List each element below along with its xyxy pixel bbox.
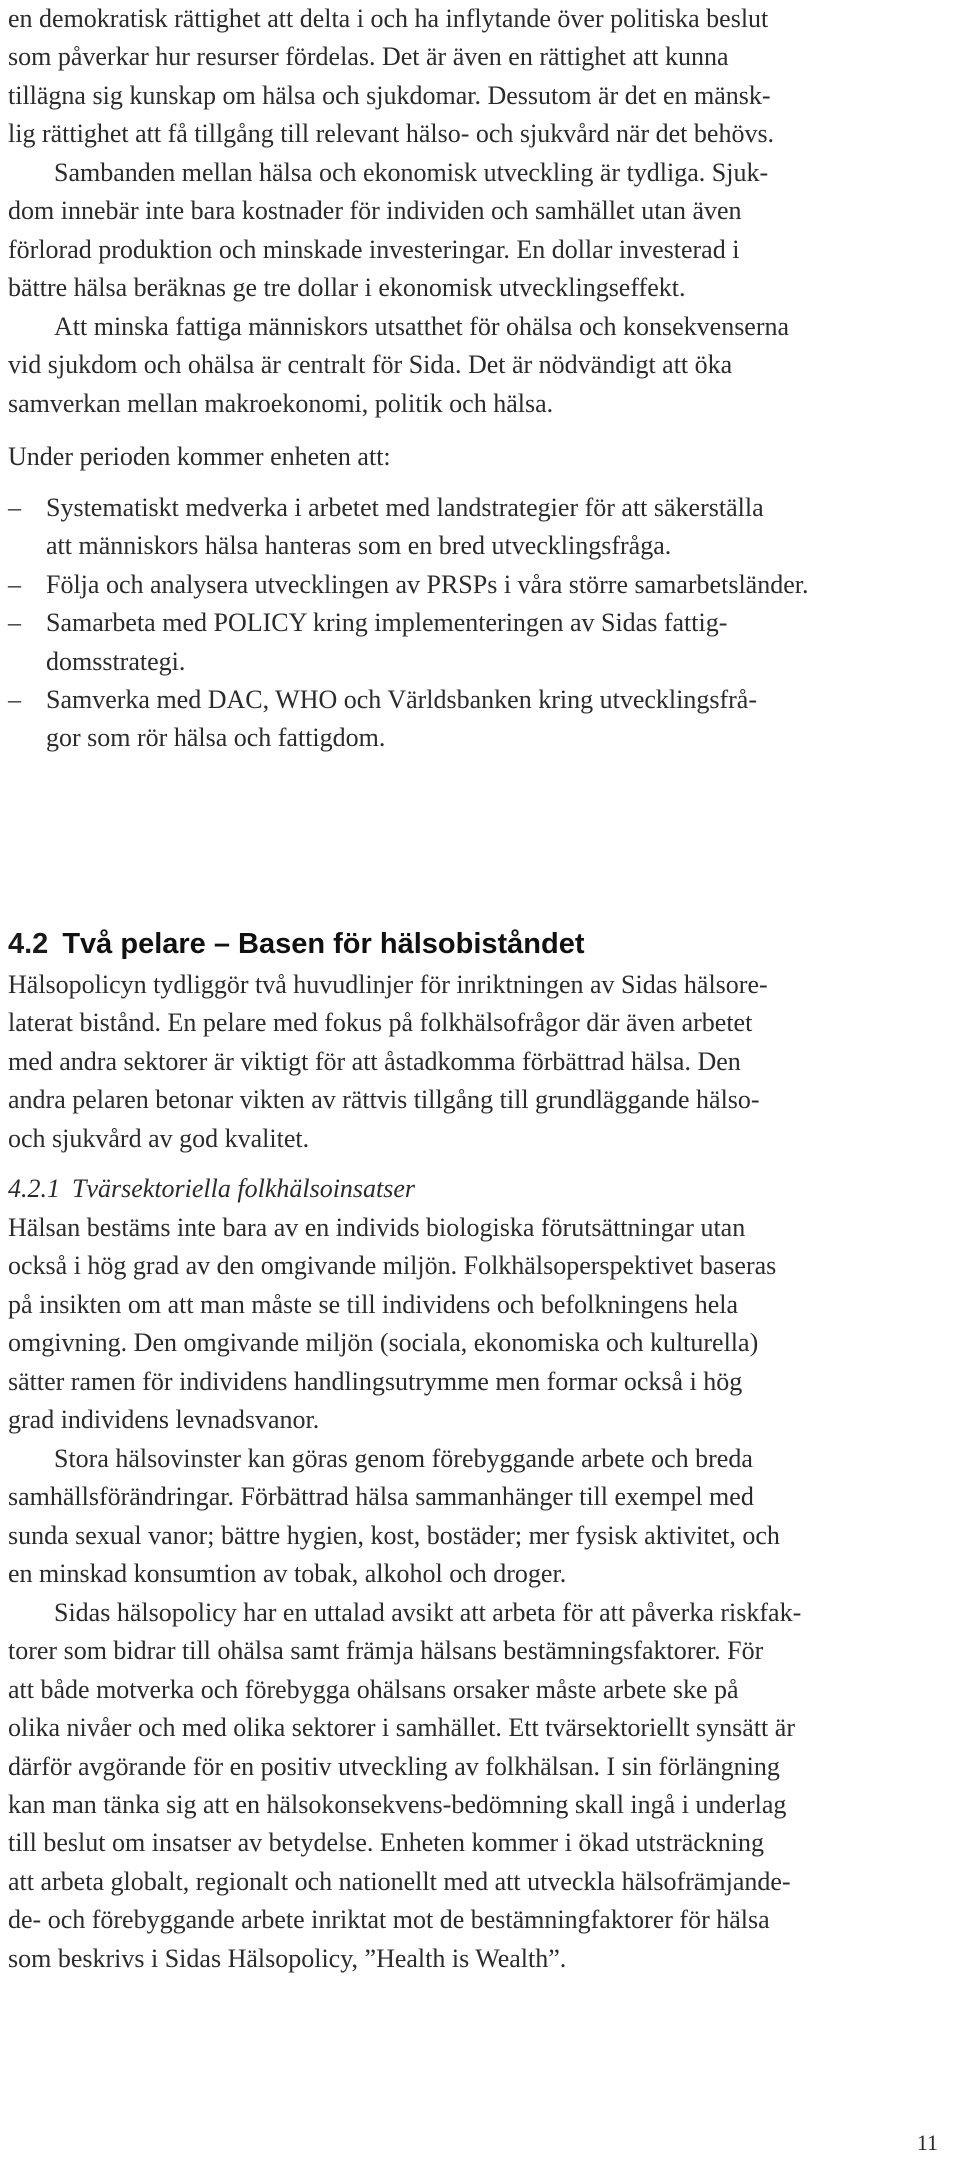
text-line: de- och förebyggande arbete inriktat mot de bestämningfaktorer för hälsa xyxy=(8,1905,770,1935)
text-line: Systematiskt medverka i arbetet med landstrategier för att säkerställa xyxy=(46,493,764,522)
poverty-paragraph xyxy=(8,308,938,423)
section-heading xyxy=(8,925,938,963)
text-line: Sidas hälsopolicy har en uttalad avsikt att arbeta för att påverka riskfak- xyxy=(54,1598,802,1627)
text-line: domsstrategi. xyxy=(46,646,186,676)
text-line: också i hög grad av den omgivande miljön. Folkhälsoperspektivet baseras xyxy=(8,1251,777,1281)
list-item xyxy=(8,566,938,604)
text-line: Hälsopolicyn tydliggör två huvudlinjer för inriktningen av Sidas hälsore- xyxy=(8,970,768,999)
text-line: en demokratisk rättighet att delta i och ha inflytande över politiska beslut xyxy=(8,4,769,33)
text-line: Stora hälsovinster kan göras genom förebyggande arbete och breda xyxy=(54,1444,753,1473)
text-line: därför avgörande för en positiv utveckling av folkhälsan. I sin förlängning xyxy=(8,1751,780,1781)
list-dash: – xyxy=(8,684,21,714)
text-line: som påverkar hur resurser fördelas. Det är även en rättighet att kunna xyxy=(8,42,729,72)
section-title-text: Två pelare – Basen för hälsobiståndet xyxy=(62,928,585,960)
text-line: sätter ramen för individens handlingsutrymme men formar också i hög xyxy=(8,1366,743,1396)
text-line: lig rättighet att få tillgång till relevant hälso- och sjukvård när det behövs. xyxy=(8,119,775,149)
page-number: 11 xyxy=(916,2130,938,2155)
list-item xyxy=(8,604,938,681)
text-line: samhällsförändringar. Förbättrad hälsa sammanhänger till exempel med xyxy=(8,1482,754,1512)
text-line: gor som rör hälsa och fattigdom. xyxy=(46,723,386,753)
list-item xyxy=(8,489,938,566)
subsection-number: 4.2.1 xyxy=(8,1174,60,1203)
text-line: dom innebär inte bara kostnader för individen och samhället utan även xyxy=(8,196,742,226)
text-line: Sambanden mellan hälsa och ekonomisk utveckling är tydliga. Sjuk- xyxy=(54,158,769,187)
text-line: till beslut om insatser av betydelse. Enheten kommer i ökad utsträckning xyxy=(8,1828,764,1858)
text-line: och sjukvård av god kvalitet. xyxy=(8,1123,310,1153)
text-line: Hälsan bestäms inte bara av en individs biologiska förutsättningar utan xyxy=(8,1213,746,1242)
text-line: på insikten om att man måste se till individens och befolkningens hela xyxy=(8,1289,739,1319)
section-paragraph xyxy=(8,966,938,1158)
text-line: att arbeta globalt, regionalt och nationellt med att utveckla hälsofrämjande- xyxy=(8,1866,791,1896)
text-line: en minskad konsumtion av tobak, alkohol och droger. xyxy=(8,1559,567,1589)
text-line: omgivning. Den omgivande miljön (sociala, ekonomiska och kulturella) xyxy=(8,1328,759,1358)
text-line: kan man tänka sig att en hälsokonsekvens-bedömning skall ingå i underlag xyxy=(8,1789,787,1819)
list-dash: – xyxy=(8,608,21,638)
list-dash: – xyxy=(8,569,21,599)
text-line: Att minska fattiga människors utsatthet för ohälsa och konsekvenserna xyxy=(54,312,790,341)
text-line: olika nivåer och med olika sektorer i samhället. Ett tvärsektoriellt synsätt är xyxy=(8,1713,795,1743)
section-title xyxy=(8,925,938,963)
list-intro xyxy=(8,438,938,476)
text-line: Samverka med DAC, WHO och Världsbanken kring utvecklingsfrå- xyxy=(46,684,757,714)
section-number: 4.2 xyxy=(8,928,49,960)
list-dash: – xyxy=(8,493,21,522)
subsection-title xyxy=(8,1170,938,1208)
economic-paragraph xyxy=(8,154,938,308)
text-line: förlorad produktion och minskade investeringar. En dollar investerad i xyxy=(8,234,740,264)
text-line: grad individens levnadsvanor. xyxy=(8,1404,320,1434)
text-line: torer som bidrar till ohälsa samt främja hälsans bestämningsfaktorer. För xyxy=(8,1636,764,1666)
text-line: vid sjukdom och ohälsa är centralt för Sida. Det är nödvändigt att öka xyxy=(8,350,733,380)
text-line: andra pelaren betonar vikten av rättvis tillgång till grundläggande hälso- xyxy=(8,1085,760,1115)
subsection-paragraph-2 xyxy=(8,1440,938,1594)
text-line: som beskrivs i Sidas Hälsopolicy, ”Health is Wealth”. xyxy=(8,1943,567,1973)
intro-paragraph xyxy=(8,0,938,154)
text-line: samverkan mellan makroekonomi, politik och hälsa. xyxy=(8,388,554,418)
subsection-title-text: Tvärsektoriella folkhälsoinsatser xyxy=(72,1174,416,1203)
text-line: tillägna sig kunskap om hälsa och sjukdomar. Dessutom är det en mänsk- xyxy=(8,80,771,110)
text-line: att människors hälsa hanteras som en bred utvecklingsfråga. xyxy=(46,531,672,561)
text-line: med andra sektorer är viktigt för att åstadkomma förbättrad hälsa. Den xyxy=(8,1046,741,1076)
text-line: bättre hälsa beräknas ge tre dollar i ekonomisk utvecklingseffekt. xyxy=(8,273,686,303)
text-line: Samarbeta med POLICY kring implementeringen av Sidas fattig- xyxy=(46,608,728,638)
text-line: Följa och analysera utvecklingen av PRSPs i våra större samarbetsländer. xyxy=(46,569,809,599)
list-intro-text: Under perioden kommer enheten att: xyxy=(8,442,391,471)
list-item xyxy=(8,681,938,758)
subsection-paragraph-3 xyxy=(8,1594,938,1978)
dash-list xyxy=(8,489,938,758)
subsection-paragraph-1 xyxy=(8,1209,938,1439)
subsection-heading xyxy=(8,1170,938,1208)
text-line: att både motverka och förebygga ohälsans orsaker måste arbete ske på xyxy=(8,1674,739,1704)
text-line: sunda sexual vanor; bättre hygien, kost, bostäder; mer fysisk aktivitet, och xyxy=(8,1520,780,1550)
text-line: laterat bistånd. En pelare med fokus på folkhälsofrågor där även arbetet xyxy=(8,1008,753,1038)
